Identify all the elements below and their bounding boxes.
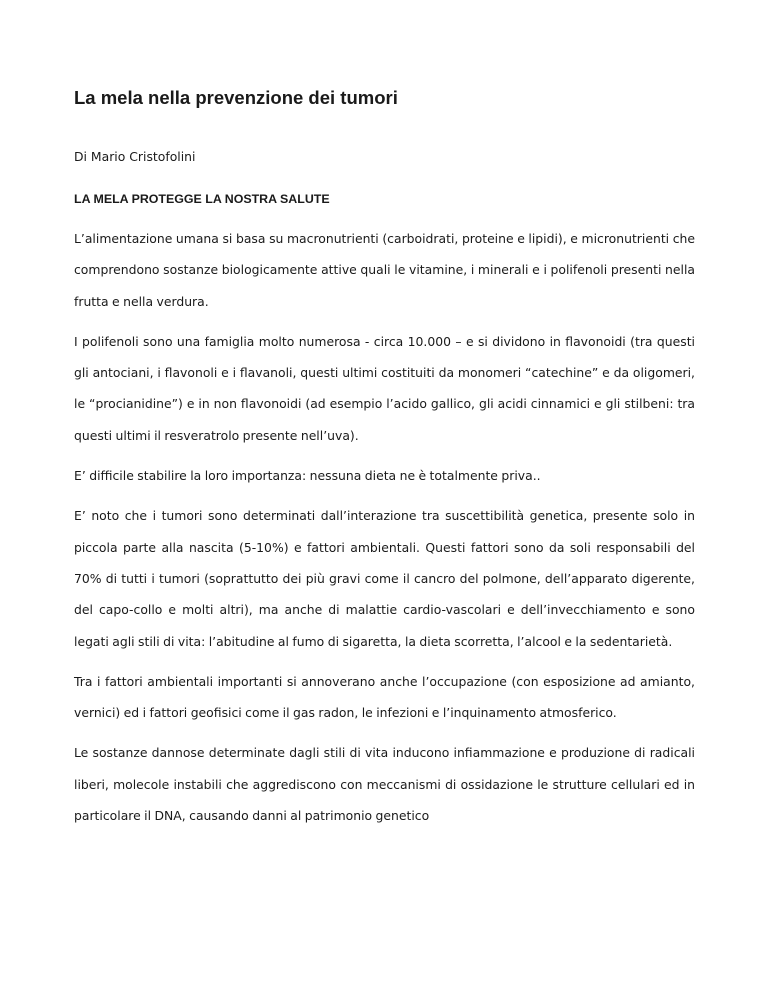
document-title: La mela nella prevenzione dei tumori	[74, 87, 398, 108]
paragraph-fattori-ambientali: Tra i fattori ambientali importanti si annoverano anche l’occupazione (con esposizione ad amianto, vernici) ed i fattori geofisici come il gas radon, le infezioni e l’inquinamento atmosferico.	[74, 673, 695, 721]
section-heading: LA MELA PROTEGGE LA NOSTRA SALUTE	[74, 192, 330, 206]
paragraph-tumori: E’ noto che i tumori sono determinati dall’interazione tra suscettibilità genetica, presente solo in piccola parte alla nascita (5-10%) e fattori ambientali. Questi fattori sono da soli responsabili del 70% di tutti i tumori (soprattutto dei più gravi come il cancro del polmone, dell’apparato digerente, del capo-collo e molti altri), ma anche di malattie cardio-vascolari e dell’invecchiamento e sono legati agli stili di vita: l’abitudine al fumo di sigaretta, la dieta scorretta, l’alcool e la sedentarietà.	[74, 508, 695, 649]
paragraph-alimentazione: L’alimentazione umana si basa su macronutrienti (carboidrati, proteine e lipidi), e micronutrienti che comprendono sostanze biologicamente attive quali le vitamine, i minerali e i polifenoli presenti nella frutta e nella verdura.	[74, 231, 695, 309]
paragraph-importanza: E’ difficile stabilire la loro importanza: nessuna dieta ne è totalmente priva..	[74, 468, 541, 484]
body-text	[74, 223, 695, 840]
paragraph-sostanze-dannose: Le sostanze dannose determinate dagli stili di vita inducono infiammazione e produzione di radicali liberi, molecole instabili che aggrediscono con meccanismi di ossidazione le strutture cellulari ed in particolare il DNA, causando danni al patrimonio genetico	[74, 745, 695, 824]
document-author: Di Mario Cristofolini	[74, 149, 196, 164]
paragraph-polifenoli: I polifenoli sono una famiglia molto numerosa - circa 10.000 – e si dividono in flavonoidi (tra questi gli antociani, i flavonoli e i flavanoli, questi ultimi costituiti da monomeri “catechine” e da oligomeri, le “procianidine”) e in non flavonoidi (ad esempio l’acido gallico, gli acidi cinnamici e gli stilbeni: tra questi ultimi il resveratrolo presente nell’uva).	[74, 333, 695, 443]
